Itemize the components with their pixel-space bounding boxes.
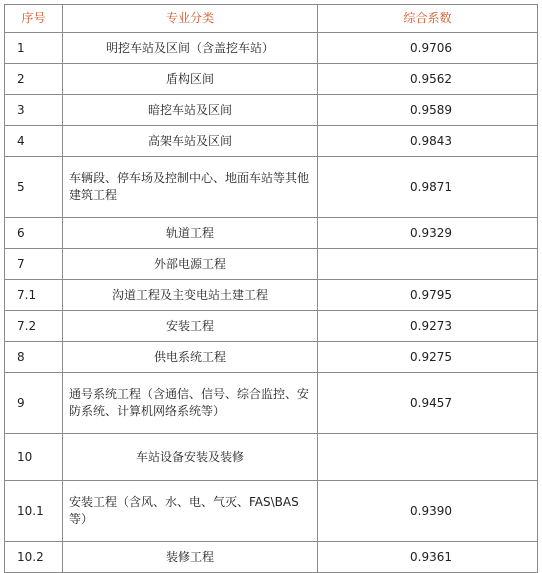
row-coefficient: 0.9457 xyxy=(318,373,538,434)
row-no: 10 xyxy=(5,434,63,481)
table-row xyxy=(5,342,538,373)
table-row xyxy=(5,542,538,573)
row-no: 6 xyxy=(5,218,63,249)
header-coefficient: 综合系数 xyxy=(318,5,538,33)
row-coefficient: 0.9589 xyxy=(318,95,538,126)
row-no: 2 xyxy=(5,64,63,95)
row-no: 4 xyxy=(5,126,63,157)
row-no: 8 xyxy=(5,342,63,373)
row-category: 高架车站及区间 xyxy=(63,126,318,157)
row-category: 沟道工程及主变电站土建工程 xyxy=(63,280,318,311)
row-coefficient: 0.9390 xyxy=(318,481,538,542)
table-row xyxy=(5,434,538,481)
row-coefficient: 0.9275 xyxy=(318,342,538,373)
row-category: 暗挖车站及区间 xyxy=(63,95,318,126)
row-no: 3 xyxy=(5,95,63,126)
table-row xyxy=(5,64,538,95)
row-category: 盾构区间 xyxy=(63,64,318,95)
row-coefficient xyxy=(318,434,538,481)
row-coefficient: 0.9706 xyxy=(318,33,538,64)
row-category: 安装工程 xyxy=(63,311,318,342)
table-row xyxy=(5,481,538,542)
row-no: 9 xyxy=(5,373,63,434)
table-row xyxy=(5,33,538,64)
row-no: 1 xyxy=(5,33,63,64)
row-category: 外部电源工程 xyxy=(63,249,318,280)
table-row xyxy=(5,157,538,218)
row-no: 10.1 xyxy=(5,481,63,542)
row-coefficient: 0.9795 xyxy=(318,280,538,311)
table-row xyxy=(5,249,538,280)
row-no: 7 xyxy=(5,249,63,280)
row-no: 10.2 xyxy=(5,542,63,573)
row-coefficient: 0.9361 xyxy=(318,542,538,573)
row-category: 通号系统工程（含通信、信号、综合监控、安防系统、计算机网络系统等） xyxy=(63,373,318,434)
row-no: 7.1 xyxy=(5,280,63,311)
table-row xyxy=(5,311,538,342)
row-coefficient xyxy=(318,249,538,280)
row-coefficient: 0.9871 xyxy=(318,157,538,218)
row-category: 安装工程（含风、水、电、气灭、FAS\BAS 等） xyxy=(63,481,318,542)
row-category: 轨道工程 xyxy=(63,218,318,249)
header-no: 序号 xyxy=(5,5,63,33)
row-category: 明挖车站及区间（含盖挖车站） xyxy=(63,33,318,64)
table-row xyxy=(5,280,538,311)
row-coefficient: 0.9273 xyxy=(318,311,538,342)
row-coefficient: 0.9329 xyxy=(318,218,538,249)
table-row xyxy=(5,95,538,126)
row-coefficient: 0.9843 xyxy=(318,126,538,157)
row-no: 7.2 xyxy=(5,311,63,342)
row-coefficient: 0.9562 xyxy=(318,64,538,95)
table-row xyxy=(5,218,538,249)
row-category: 供电系统工程 xyxy=(63,342,318,373)
row-category: 车辆段、停车场及控制中心、地面车站等其他建筑工程 xyxy=(63,157,318,218)
header-category: 专业分类 xyxy=(63,5,318,33)
row-category: 车站设备安装及装修 xyxy=(63,434,318,481)
row-category: 装修工程 xyxy=(63,542,318,573)
table-row xyxy=(5,373,538,434)
row-no: 5 xyxy=(5,157,63,218)
header-row xyxy=(5,5,538,33)
coefficient-table xyxy=(4,4,538,573)
table-row xyxy=(5,126,538,157)
